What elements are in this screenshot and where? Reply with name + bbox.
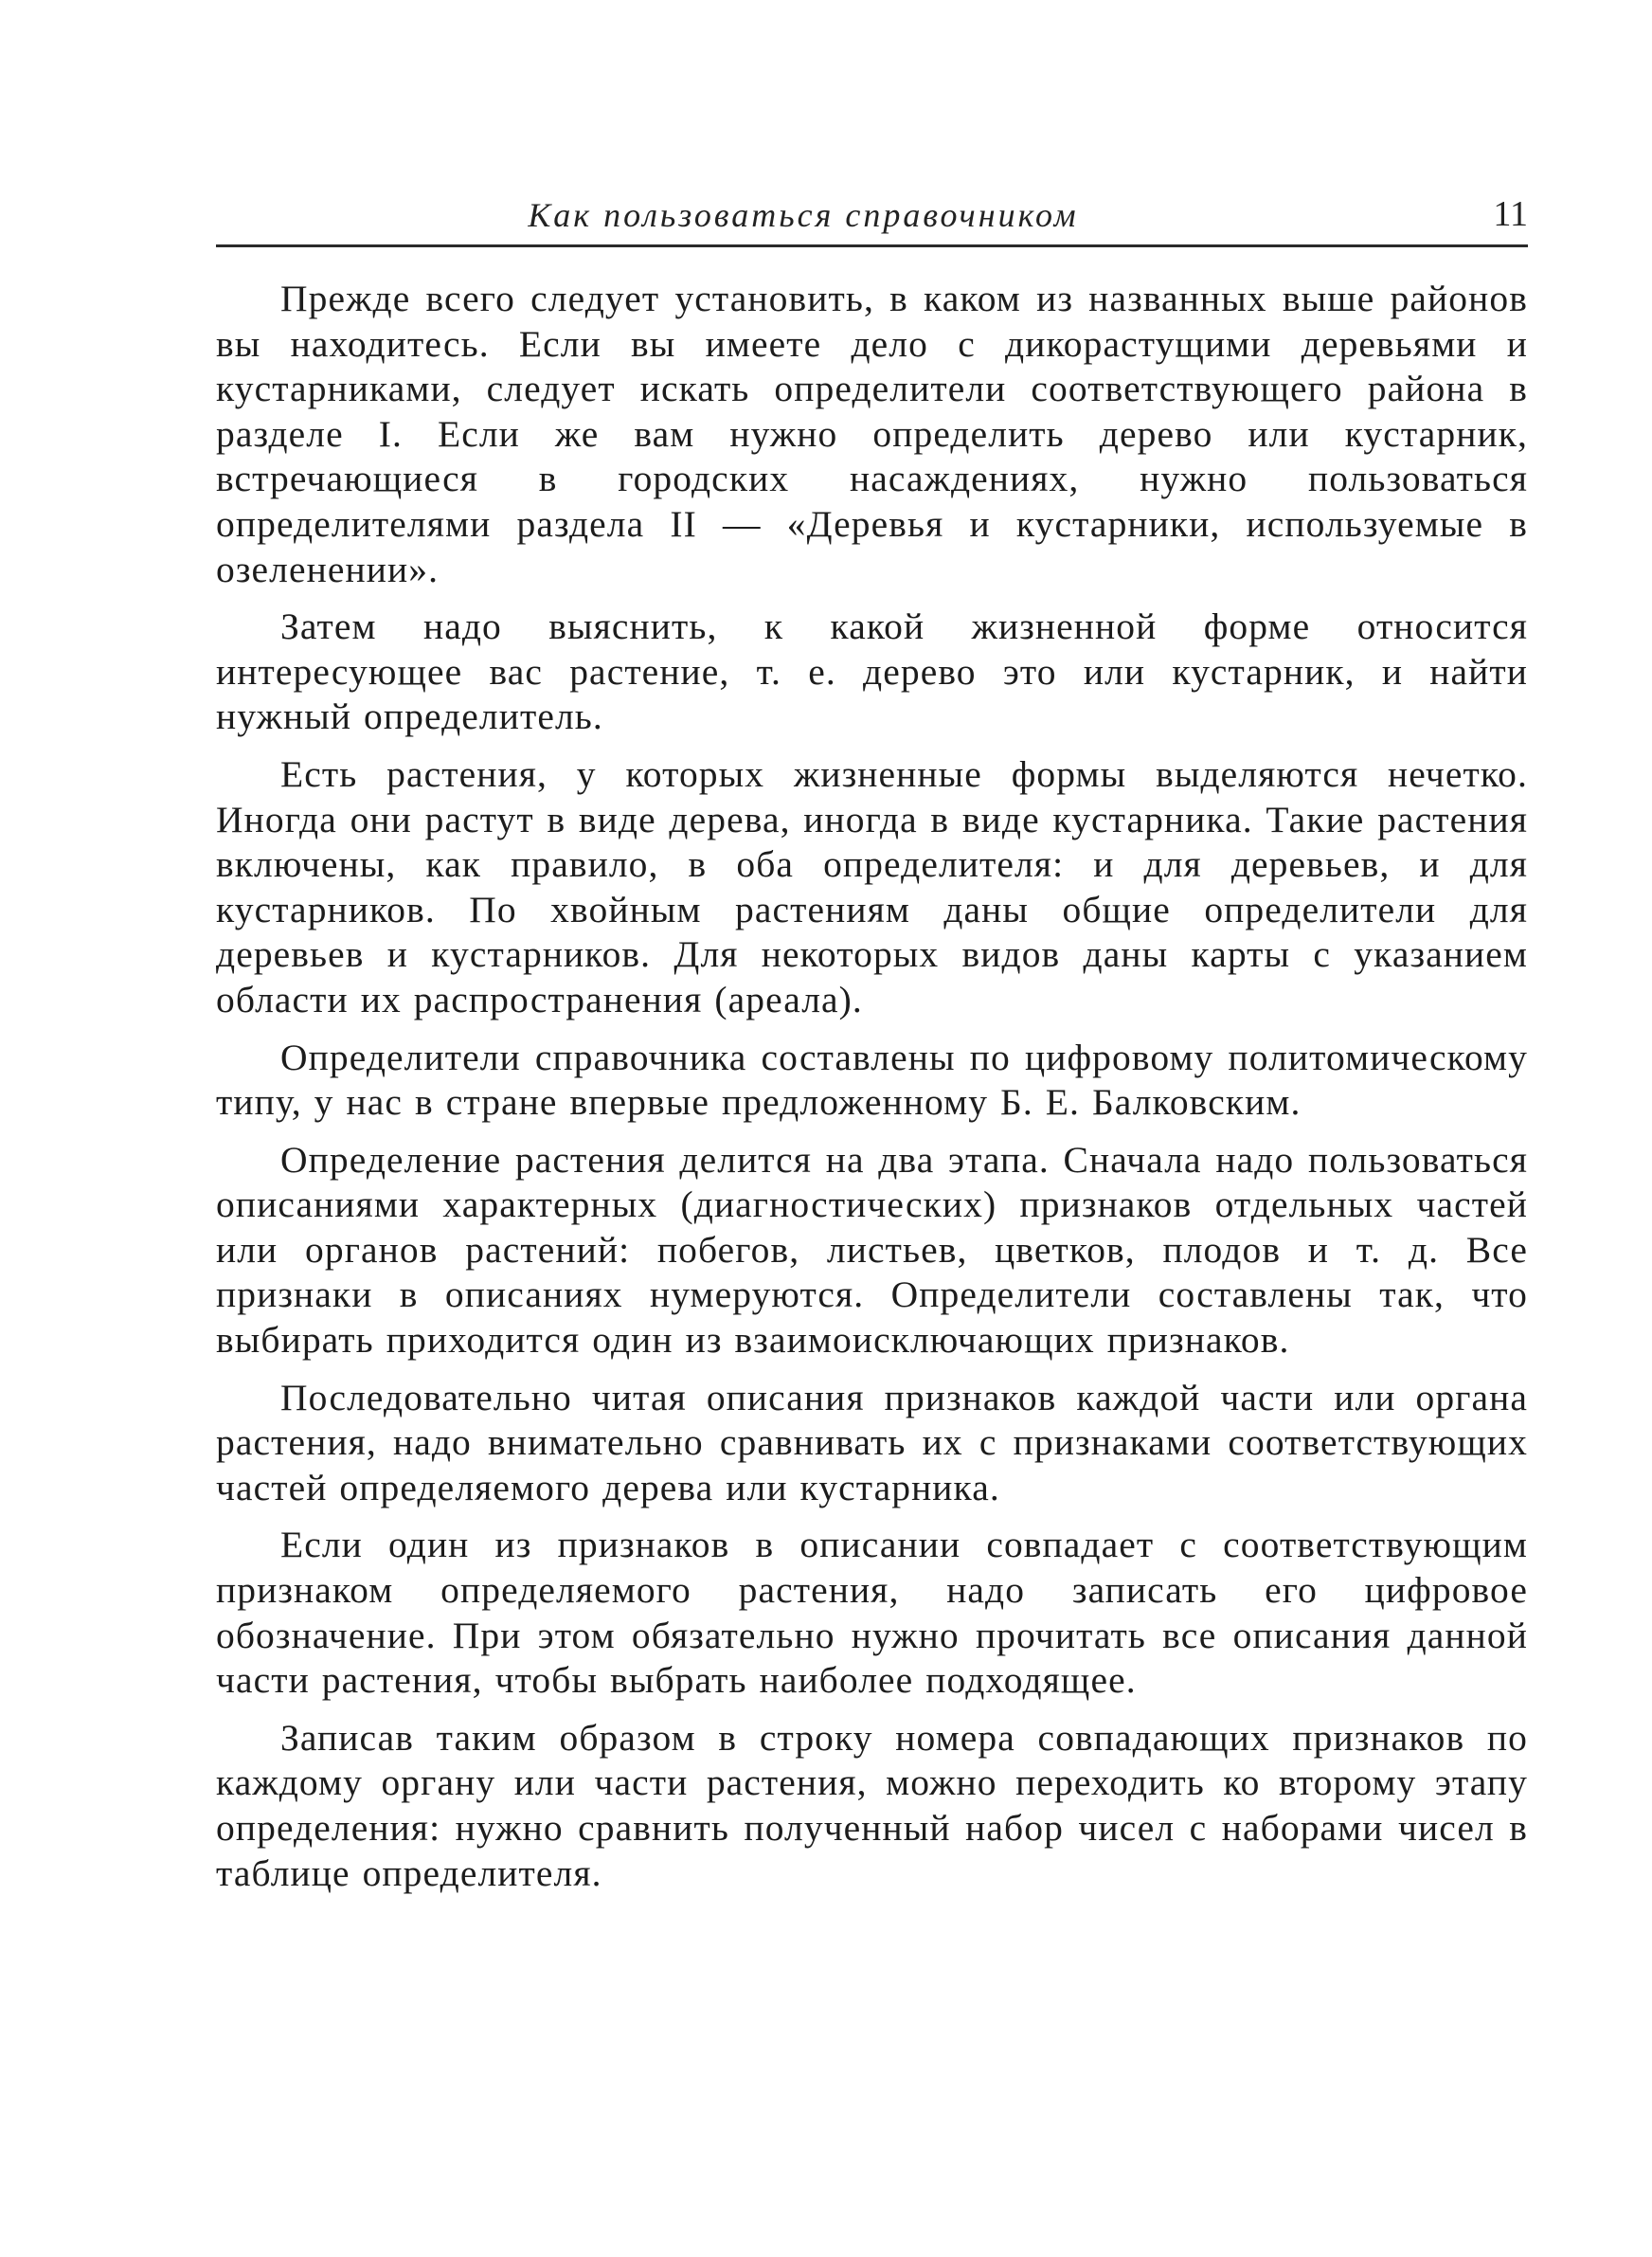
header-rule <box>216 244 1528 247</box>
paragraph-5: Определение растения делится на два этапа. Сначала надо пользоваться описаниями характерных (диагностических) признаков отдельных частей или органов растений: побегов, листьев, цветков, плодов и т. д. Все признаки в описаниях нумеруются. Определители составлены так, что выбирать приходится один из взаимоисключающих признаков. <box>216 1138 1528 1362</box>
paragraph-6: Последовательно читая описания признаков каждой части или органа растения, надо внимательно сравнивать их с признаками соответствующих частей определяемого дерева или кустарника. <box>216 1376 1528 1508</box>
running-head <box>216 186 1528 243</box>
page-number: 11 <box>1493 194 1528 234</box>
paragraph-7: Если один из признаков в описании совпадает с соответствующим признаком определяемого растения, надо записать его цифровое обозначение. При этом обязательно нужно прочитать все описания данной части растения, чтобы выбрать наиболее подходящее. <box>216 1524 1528 1702</box>
paragraph-8: Записав таким образом в строку номера совпадающих признаков по каждому органу или части растения, можно переходить ко второму этапу определения: нужно сравнить полученный набор чисел с наборами чисел в таблице определителя. <box>216 1716 1528 1894</box>
paragraph-2: Затем надо выяснить, к какой жизненной форме относится интересующее вас растение, т. е. дерево это или кустарник, и найти нужный определитель. <box>216 605 1528 738</box>
paragraph-4: Определители справочника составлены по цифровому политомическому типу, у нас в стране впервые предложенному Б. Е. Балковским. <box>216 1036 1528 1124</box>
paragraph-3: Есть растения, у которых жизненные формы выделяются нечетко. Иногда они растут в виде дерева, иногда в виде кустарника. Такие растения включены, как правило, в оба определителя: и для деревьев, и для кустарников. По хвойным растениям даны общие определители для деревьев и кустарников. Для некоторых видов даны карты с указанием области их распространения (ареала). <box>216 752 1528 1020</box>
body-text <box>216 277 1528 1896</box>
paragraph-1: Прежде всего следует установить, в каком из названных выше районов вы находитесь. Если вы имеете дело с дикорастущими деревьями и кустарниками, следует искать определители соответствующего района в разделе I. Если же вам нужно определить дерево или кустарник, встречающиеся в городских насаждениях, нужно пользоваться определителями раздела II — «Деревья и кустарники, используемые в озеленении». <box>216 278 1528 590</box>
running-title: Как пользоваться справочником <box>528 196 1079 234</box>
